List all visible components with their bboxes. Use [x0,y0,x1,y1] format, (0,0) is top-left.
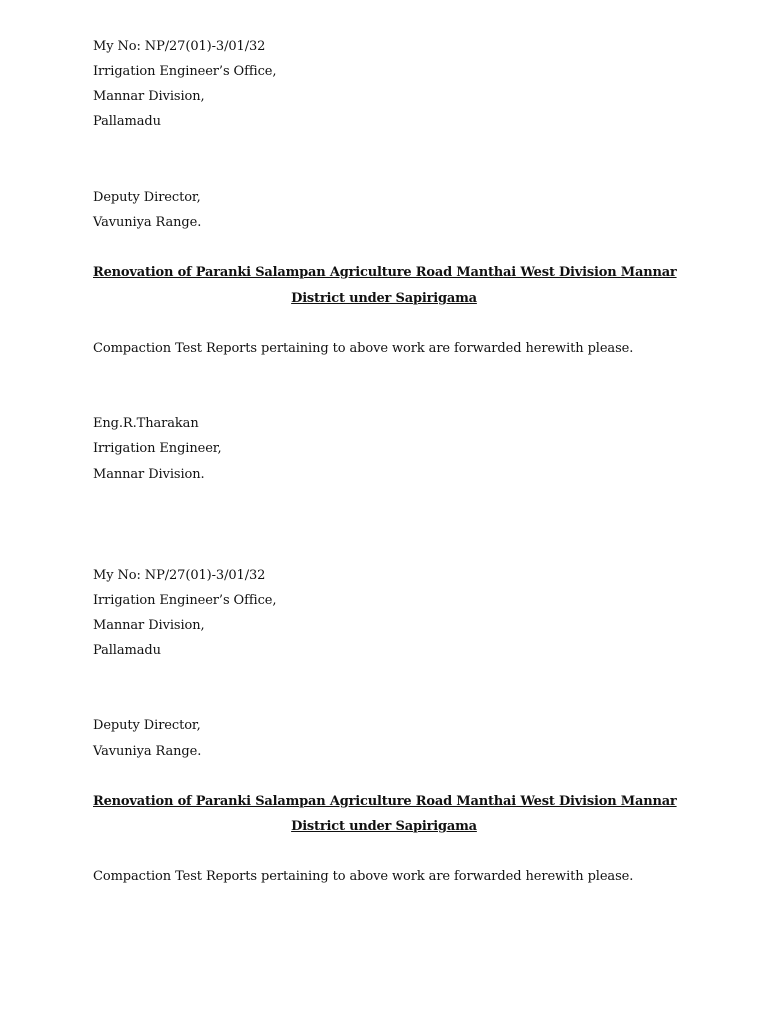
recipient-title: Deputy Director, [93,190,201,205]
subject-line-1: Renovation of Paranki Salampan Agriculture Road Manthai West Division Mannar [93,265,677,280]
recipient-range: Vavuniya Range. [93,744,202,759]
sender-office: Irrigation Engineer’s Office, [93,593,277,608]
reference-number: My No: NP/27(01)-3/01/32 [93,39,266,54]
letter-body: Compaction Test Reports pertaining to above work are forwarded herewith please. [93,869,634,884]
signatory-title: Irrigation Engineer, [93,441,222,456]
subject-line-2: District under Sapirigama [291,819,477,834]
sender-division: Mannar Division, [93,89,205,104]
letter-body: Compaction Test Reports pertaining to above work are forwarded herewith please. [93,341,634,356]
sender-division: Mannar Division, [93,618,205,633]
recipient-title: Deputy Director, [93,718,201,733]
sender-office: Irrigation Engineer’s Office, [93,64,277,79]
subject-line-2: District under Sapirigama [291,291,477,306]
signatory-division: Mannar Division. [93,467,205,482]
sender-location: Pallamadu [93,114,161,129]
signatory-name: Eng.R.Tharakan [93,416,199,431]
subject-line-1: Renovation of Paranki Salampan Agriculture Road Manthai West Division Mannar [93,794,677,809]
sender-location: Pallamadu [93,643,161,658]
reference-number: My No: NP/27(01)-3/01/32 [93,568,266,583]
recipient-range: Vavuniya Range. [93,215,202,230]
